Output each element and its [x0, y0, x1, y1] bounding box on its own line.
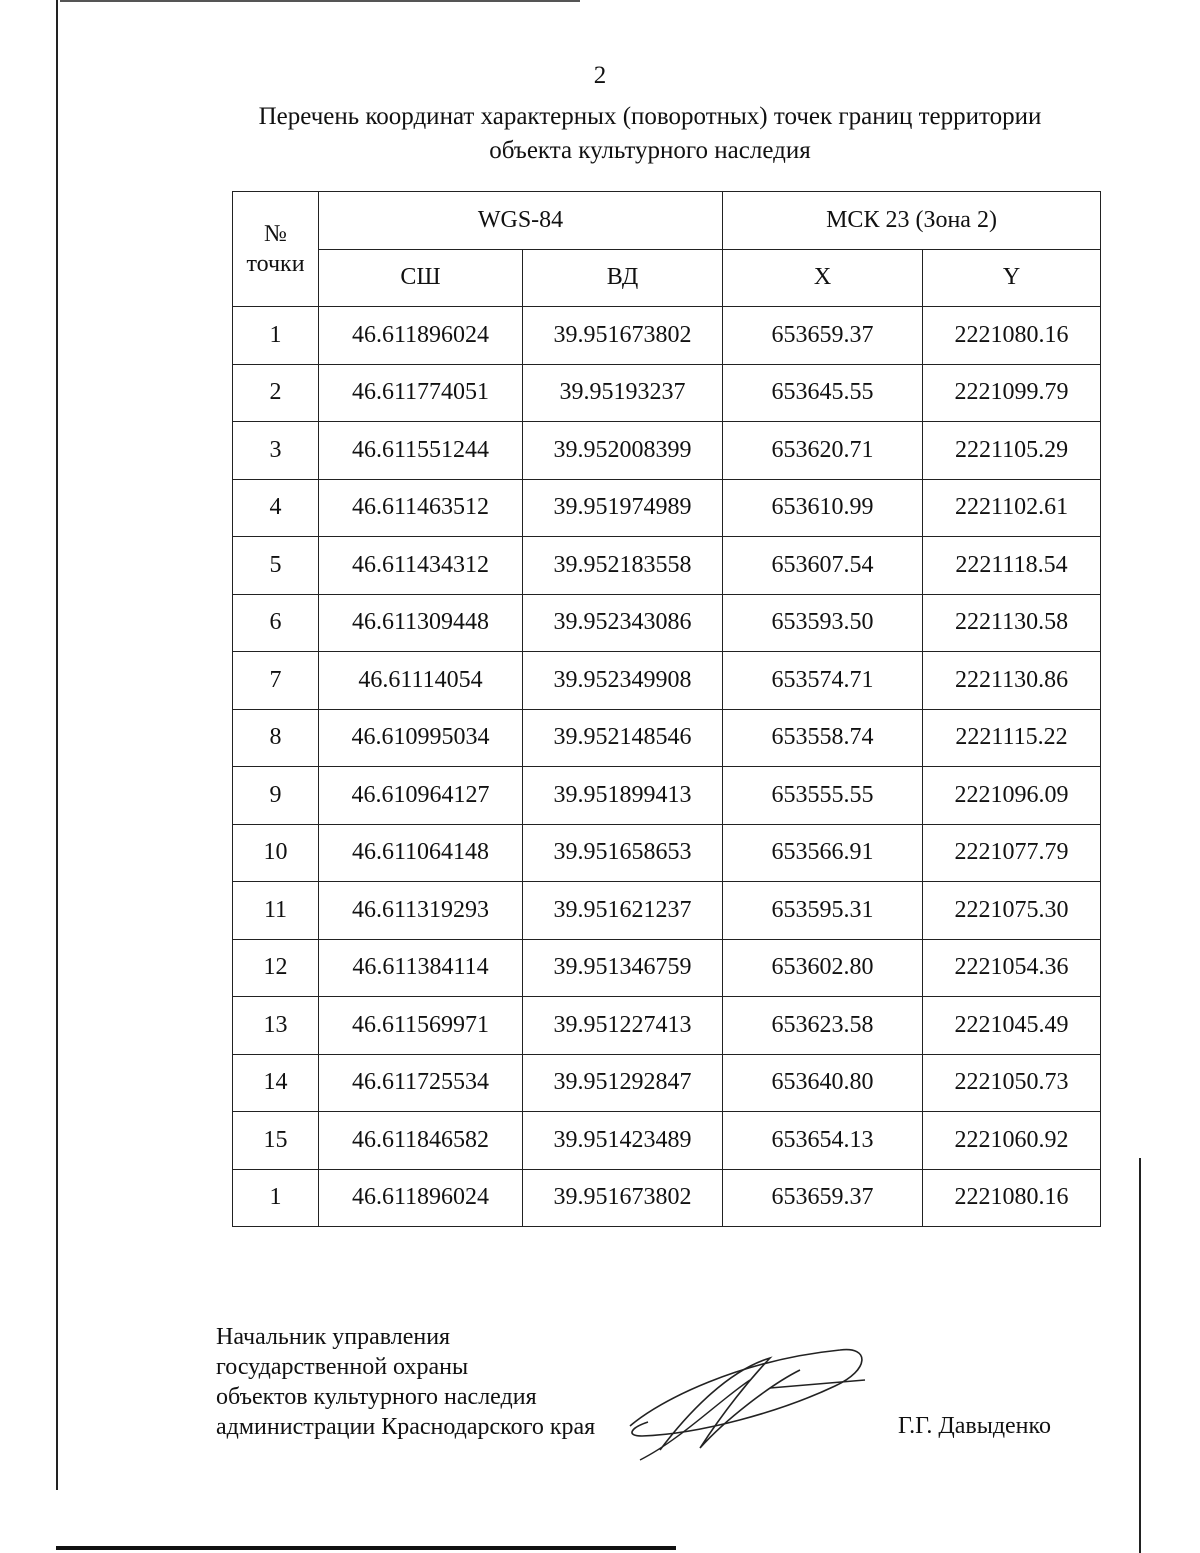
cell-point-number: 13 — [233, 997, 319, 1055]
cell-x: 653602.80 — [723, 939, 923, 997]
cell-point-number: 4 — [233, 479, 319, 537]
cell-latitude: 46.611846582 — [319, 1112, 523, 1170]
cell-x: 653607.54 — [723, 537, 923, 595]
cell-y: 2221080.16 — [923, 1169, 1101, 1227]
cell-longitude: 39.952183558 — [523, 537, 723, 595]
scan-edge-right — [1139, 1158, 1141, 1553]
table-row — [233, 997, 1101, 1055]
table-row — [233, 364, 1101, 422]
cell-latitude: 46.611319293 — [319, 882, 523, 940]
cell-longitude: 39.951292847 — [523, 1054, 723, 1112]
table-row — [233, 594, 1101, 652]
document-title — [200, 100, 1100, 168]
cell-y: 2221118.54 — [923, 537, 1101, 595]
cell-point-number: 2 — [233, 364, 319, 422]
table-row — [233, 307, 1101, 365]
cell-point-number: 7 — [233, 652, 319, 710]
cell-y: 2221102.61 — [923, 479, 1101, 537]
cell-longitude: 39.951974989 — [523, 479, 723, 537]
cell-x: 653623.58 — [723, 997, 923, 1055]
cell-longitude: 39.951658653 — [523, 824, 723, 882]
cell-latitude: 46.611896024 — [319, 307, 523, 365]
table-row — [233, 709, 1101, 767]
cell-x: 653566.91 — [723, 824, 923, 882]
header-num-label: точки — [246, 251, 305, 277]
cell-latitude: 46.610995034 — [319, 709, 523, 767]
scan-edge-left — [56, 0, 58, 1490]
cell-latitude: 46.611309448 — [319, 594, 523, 652]
cell-longitude: 39.951621237 — [523, 882, 723, 940]
cell-longitude: 39.952349908 — [523, 652, 723, 710]
cell-y: 2221096.09 — [923, 767, 1101, 825]
table-row — [233, 824, 1101, 882]
cell-point-number: 5 — [233, 537, 319, 595]
table-body — [233, 307, 1101, 1227]
header-y: Y — [923, 249, 1101, 307]
table-row — [233, 537, 1101, 595]
table-row — [233, 767, 1101, 825]
cell-point-number: 9 — [233, 767, 319, 825]
cell-point-number: 11 — [233, 882, 319, 940]
header-x: X — [723, 249, 923, 307]
cell-x: 653555.55 — [723, 767, 923, 825]
cell-x: 653659.37 — [723, 1169, 923, 1227]
position-line-4: администрации Краснодарского края — [216, 1414, 596, 1440]
cell-point-number: 8 — [233, 709, 319, 767]
cell-x: 653640.80 — [723, 1054, 923, 1112]
cell-x: 653595.31 — [723, 882, 923, 940]
signer-name: Г.Г. Давыденко — [898, 1413, 1051, 1439]
cell-x: 653645.55 — [723, 364, 923, 422]
title-line-2: объекта культурного наследия — [489, 137, 811, 164]
table-row — [233, 652, 1101, 710]
cell-longitude: 39.952148546 — [523, 709, 723, 767]
table-row — [233, 479, 1101, 537]
cell-point-number: 15 — [233, 1112, 319, 1170]
cell-point-number: 10 — [233, 824, 319, 882]
cell-latitude: 46.610964127 — [319, 767, 523, 825]
table-row — [233, 939, 1101, 997]
table-row — [233, 882, 1101, 940]
cell-y: 2221060.92 — [923, 1112, 1101, 1170]
cell-longitude: 39.952008399 — [523, 422, 723, 480]
table-row — [233, 422, 1101, 480]
cell-latitude: 46.611774051 — [319, 364, 523, 422]
table-header-row-1 — [233, 192, 1101, 250]
signature-block — [216, 1322, 595, 1442]
position-line-1: Начальник управления — [216, 1324, 451, 1350]
cell-longitude: 39.951227413 — [523, 997, 723, 1055]
header-wgs84: WGS-84 — [319, 192, 723, 250]
cell-point-number: 1 — [233, 1169, 319, 1227]
header-longitude: ВД — [523, 249, 723, 307]
scan-edge-bottom — [56, 1546, 676, 1550]
cell-longitude: 39.95193237 — [523, 364, 723, 422]
cell-y: 2221115.22 — [923, 709, 1101, 767]
cell-x: 653558.74 — [723, 709, 923, 767]
cell-x: 653620.71 — [723, 422, 923, 480]
table-header-row-2 — [233, 249, 1101, 307]
cell-latitude: 46.611551244 — [319, 422, 523, 480]
table-row — [233, 1054, 1101, 1112]
position-line-3: объектов культурного наследия — [216, 1384, 537, 1410]
cell-longitude: 39.951673802 — [523, 1169, 723, 1227]
header-point-number — [233, 192, 319, 307]
cell-latitude: 46.611463512 — [319, 479, 523, 537]
cell-y: 2221054.36 — [923, 939, 1101, 997]
position-line-2: государственной охраны — [216, 1354, 469, 1380]
coordinates-table — [232, 191, 1101, 1227]
title-line-1: Перечень координат характерных (поворотных) точек границ территории — [258, 103, 1042, 130]
handwritten-signature — [620, 1330, 880, 1470]
cell-point-number: 1 — [233, 307, 319, 365]
cell-latitude: 46.611896024 — [319, 1169, 523, 1227]
cell-x: 653659.37 — [723, 307, 923, 365]
cell-y: 2221080.16 — [923, 307, 1101, 365]
cell-longitude: 39.951673802 — [523, 307, 723, 365]
cell-latitude: 46.611725534 — [319, 1054, 523, 1112]
cell-x: 653593.50 — [723, 594, 923, 652]
cell-point-number: 14 — [233, 1054, 319, 1112]
header-latitude: СШ — [319, 249, 523, 307]
cell-longitude: 39.951346759 — [523, 939, 723, 997]
cell-y: 2221105.29 — [923, 422, 1101, 480]
header-num-sign: № — [264, 221, 287, 247]
cell-longitude: 39.951899413 — [523, 767, 723, 825]
cell-y: 2221077.79 — [923, 824, 1101, 882]
cell-x: 653574.71 — [723, 652, 923, 710]
cell-longitude: 39.951423489 — [523, 1112, 723, 1170]
page-number: 2 — [593, 62, 607, 89]
cell-x: 653654.13 — [723, 1112, 923, 1170]
cell-x: 653610.99 — [723, 479, 923, 537]
header-msk23: МСК 23 (Зона 2) — [723, 192, 1101, 250]
table-row — [233, 1169, 1101, 1227]
cell-y: 2221130.86 — [923, 652, 1101, 710]
table-row — [233, 1112, 1101, 1170]
cell-y: 2221075.30 — [923, 882, 1101, 940]
cell-latitude: 46.611434312 — [319, 537, 523, 595]
cell-point-number: 12 — [233, 939, 319, 997]
cell-latitude: 46.61114054 — [319, 652, 523, 710]
cell-latitude: 46.611569971 — [319, 997, 523, 1055]
cell-y: 2221050.73 — [923, 1054, 1101, 1112]
cell-y: 2221130.58 — [923, 594, 1101, 652]
cell-y: 2221045.49 — [923, 997, 1101, 1055]
cell-latitude: 46.611384114 — [319, 939, 523, 997]
cell-latitude: 46.611064148 — [319, 824, 523, 882]
cell-y: 2221099.79 — [923, 364, 1101, 422]
cell-point-number: 6 — [233, 594, 319, 652]
scan-edge-top — [60, 0, 580, 2]
cell-longitude: 39.952343086 — [523, 594, 723, 652]
cell-point-number: 3 — [233, 422, 319, 480]
